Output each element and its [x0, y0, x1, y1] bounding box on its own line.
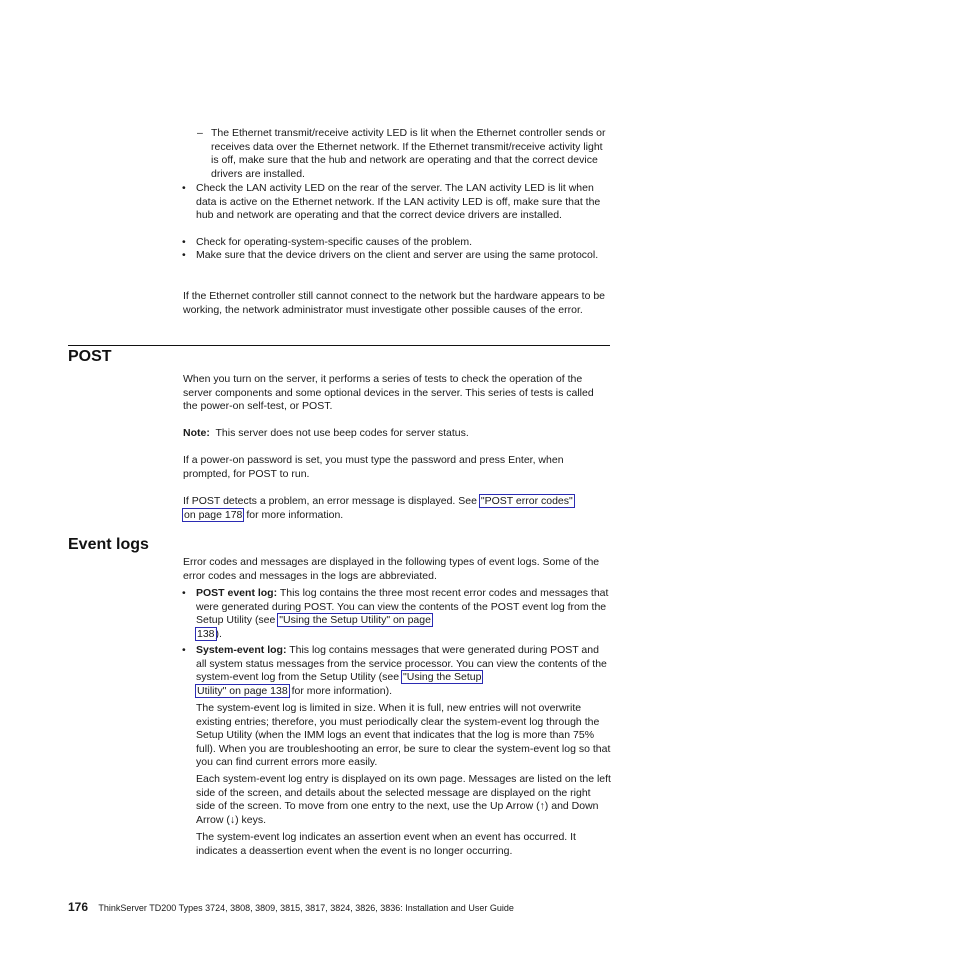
bullet-text — [196, 644, 612, 698]
post-heading: POST — [68, 348, 112, 365]
system-event-log-entry-paragraph: Each system-event log entry is displayed on its own page. Messages are listed on the left side of the screen, and details about the selected message are displayed on the right side of the screen. To move from one entry to the next, use the Up Arrow (↑) and Down Arrow (↓) keys. — [196, 773, 611, 826]
bullet-mark: • — [182, 249, 186, 261]
post-note — [183, 427, 611, 441]
post-event-log-end: ). — [215, 627, 222, 640]
bullet-item — [182, 249, 612, 263]
page-footer — [68, 900, 514, 914]
setup-utility-page-link[interactable]: 138 — [197, 627, 215, 640]
post-password-paragraph: If a power-on password is set, you must type the password and press Enter, when prompted, for POST to run. — [183, 454, 564, 480]
system-event-log-label: System-event log: — [196, 644, 287, 656]
post-error-codes-page-link[interactable]: on page 178 — [184, 508, 243, 521]
bullet-mark: • — [182, 644, 186, 656]
footer-title: ThinkServer TD200 Types 3724, 3808, 3809, 3815, 3817, 3824, 3826, 3836: Installation and User Guide — [98, 903, 514, 913]
system-event-log-assertion-paragraph: The system-event log indicates an assertion event when an event has occurred. It indicates a deassertion event when the event is no longer occurring. — [196, 831, 576, 857]
dash-mark: – — [197, 127, 203, 139]
bullet-mark: • — [182, 236, 186, 248]
page-number: 176 — [68, 900, 89, 914]
setup-utility-link-2[interactable]: "Using the Setup — [403, 671, 482, 684]
ethernet-closing-paragraph: If the Ethernet controller still cannot connect to the network but the hardware appears to be working, the network administrator must investigate other possible causes of the error. — [183, 290, 605, 316]
bullet-text: Check for operating-system-specific causes of the problem. — [196, 236, 473, 248]
bullet-item — [182, 182, 612, 223]
bullet-mark: • — [182, 182, 186, 194]
dash-list-item — [197, 127, 612, 181]
note-text: This server does not use beep codes for server status. — [215, 427, 469, 439]
post-error-text: If POST detects a problem, an error message is displayed. See — [183, 495, 477, 507]
post-error-paragraph — [183, 495, 611, 522]
event-logs-intro: Error codes and messages are displayed in the following types of event logs. Some of the error codes and messages in the logs are abbreviated. — [183, 556, 600, 582]
system-event-log-text: This log contains messages that were generated during POST and all system status messages from the service processor. You can view the contents of the system-event log from the Setup Utility (see — [196, 644, 607, 684]
post-event-log-text: This log contains the three most recent error codes and messages that were generated during POST. You can view the contents of the POST event log from the Setup Utility (see — [196, 587, 609, 627]
bullet-text: Check the LAN activity LED on the rear of the server. The LAN activity LED is lit when data is active on the Ethernet network. If the LAN activity LED is off, make sure that the hub and network are operating and that the correct device drivers are installed. — [196, 182, 601, 222]
bullet-item — [182, 236, 612, 250]
system-event-log-size-paragraph: The system-event log is limited in size. When it is full, new entries will not overwrite existing entries; therefore, you must periodically clear the system-event log through the Setup Utility (when the IMM logs an event that indicates that the log is more than 75% full). When you are troubleshooting an error, be sure to clear the system-event log so that you can find current errors more easily. — [196, 702, 611, 769]
dash-item-text: The Ethernet transmit/receive activity LED is lit when the Ethernet controller sends or receives data over the Ethernet network. If the Ethernet transmit/receive activity light is off, make sure that the hub and network are operating and that the correct device drivers are installed. — [211, 127, 606, 180]
post-event-log-label: POST event log: — [196, 587, 278, 599]
bullet-mark: • — [182, 587, 186, 599]
post-error-codes-link[interactable]: "POST error codes" — [480, 495, 573, 507]
setup-utility-page-link-2[interactable]: Utility" on page 138 — [197, 684, 288, 697]
bullet-text — [196, 587, 612, 641]
section-divider — [68, 345, 610, 346]
bullet-item-system-event-log — [182, 644, 612, 698]
event-logs-heading: Event logs — [68, 536, 149, 553]
system-event-log-end: for more information). — [291, 684, 392, 697]
post-error-text-end: for more information. — [246, 508, 344, 521]
bullet-item-post-event-log — [182, 587, 612, 641]
note-label: Note: — [183, 427, 210, 439]
post-intro-paragraph: When you turn on the server, it performs a series of tests to check the operation of the server components and some optional devices in the server. This series of tests is called the power-on self-test, or POST. — [183, 373, 594, 413]
setup-utility-link[interactable]: "Using the Setup Utility" on page — [279, 614, 431, 627]
bullet-text: Make sure that the device drivers on the client and server are using the same protocol. — [196, 249, 599, 261]
